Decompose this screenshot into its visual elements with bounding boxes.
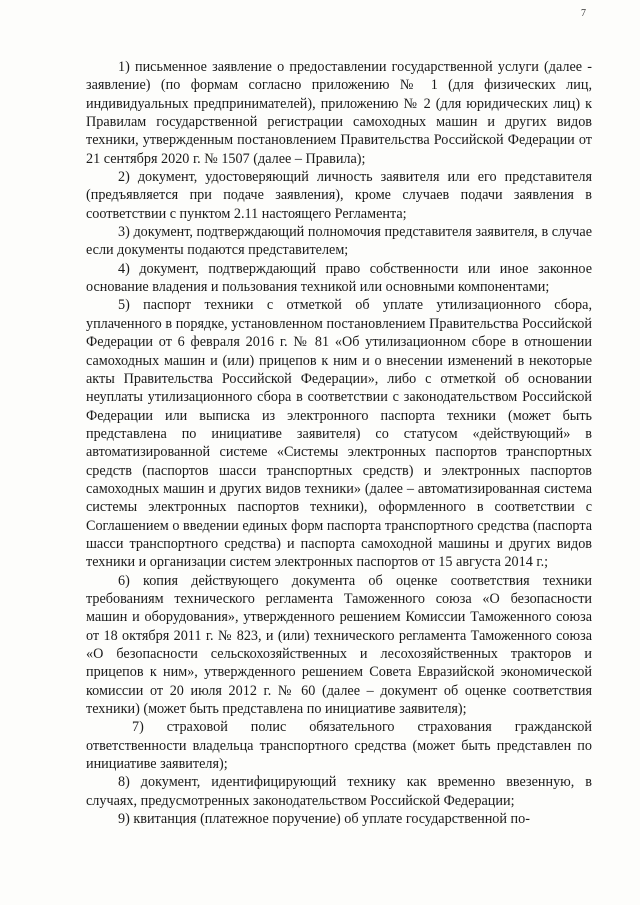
list-item-7: 7) страховой полис обязательного страхования гражданской ответственности владельца транспортного средства (может быть представлен по инициативе заявителя); (86, 719, 592, 773)
page-number: 7 (581, 8, 586, 19)
list-item-1: 1) письменное заявление о предоставлении государственной услуги (далее - заявление) (по формам согласно приложению № 1 (для физических лиц, индивидуальных предпринимателей), приложению № 2 (для юридических лиц) к Правилам государственной регистрации самоходных машин и других видов техники, утвержденным постановлением Правительства Российской Федерации от 21 сентября 2020 г. № 1507 (далее – Правила); (86, 59, 592, 167)
document-body (86, 58, 592, 828)
list-item-3: 3) документ, подтверждающий полномочия представителя заявителя, в случае если документы подаются представителем; (86, 224, 592, 259)
list-item-4: 4) документ, подтверждающий право собственности или иное законное основание владения и пользования техникой или основными компонентами; (86, 260, 592, 296)
list-item-5: 5) паспорт техники с отметкой об уплате утилизационного сбора, уплаченного в порядке, установленном постановлением Правительства Российской Федерации от 6 февраля 2016 г. № 81 «Об утилизационном сборе в отношении самоходных машин и (или) прицепов к ним и о внесении изменений в некоторые акты Правительства Российской Федерации», либо с отметкой об основании неуплаты утилизационного сбора в соответствии с законодательством Российской Федерации или выписка из электронного паспорта техники (может быть представлена по инициативе заявителя) со статусом «действующий» в автоматизированной системе «Системы электронных паспортов транспортных средств (паспортов шасси транспортных средств) и электронных паспортов самоходных машин и других видов техники» (далее – автоматизированная система системы электронных паспортов техники), оформленного в соответствии с Соглашением о введении единых форм паспорта транспортного средства (паспорта шасси транспортного средства) и паспорта самоходной машины и других видов техники и организации систем электронных паспортов от 15 августа 2014 г.; (86, 297, 592, 571)
list-item-8: 8) документ, идентифицирующий технику как временно ввезенную, в случаях, предусмотренных законодательством Российской Федерации; (86, 774, 592, 809)
list-item-9: 9) квитанция (платежное поручение) об уплате государственной по- (118, 811, 530, 828)
list-item-2: 2) документ, удостоверяющий личность заявителя или его представителя (предъявляется при подаче заявления), кроме случаев подачи заявления в соответствии с пунктом 2.11 настоящего Регламента; (86, 169, 592, 222)
list-item-6: 6) копия действующего документа об оценке соответствия техники требованиям технического регламента Таможенного союза «О безопасности машин и оборудования», утвержденного решением Комиссии Таможенного союза от 18 октября 2011 г. № 823, и (или) технического регламента Таможенного союза «О безопасности сельскохозяйственных и лесохозяйственных тракторов и прицепов к ним», утвержденного решением Совета Евразийской экономической комиссии от 20 июля 2012 г. № 60 (далее – документ об оценке соответствия техники) (может быть представлена по инициативе заявителя); (86, 572, 592, 718)
